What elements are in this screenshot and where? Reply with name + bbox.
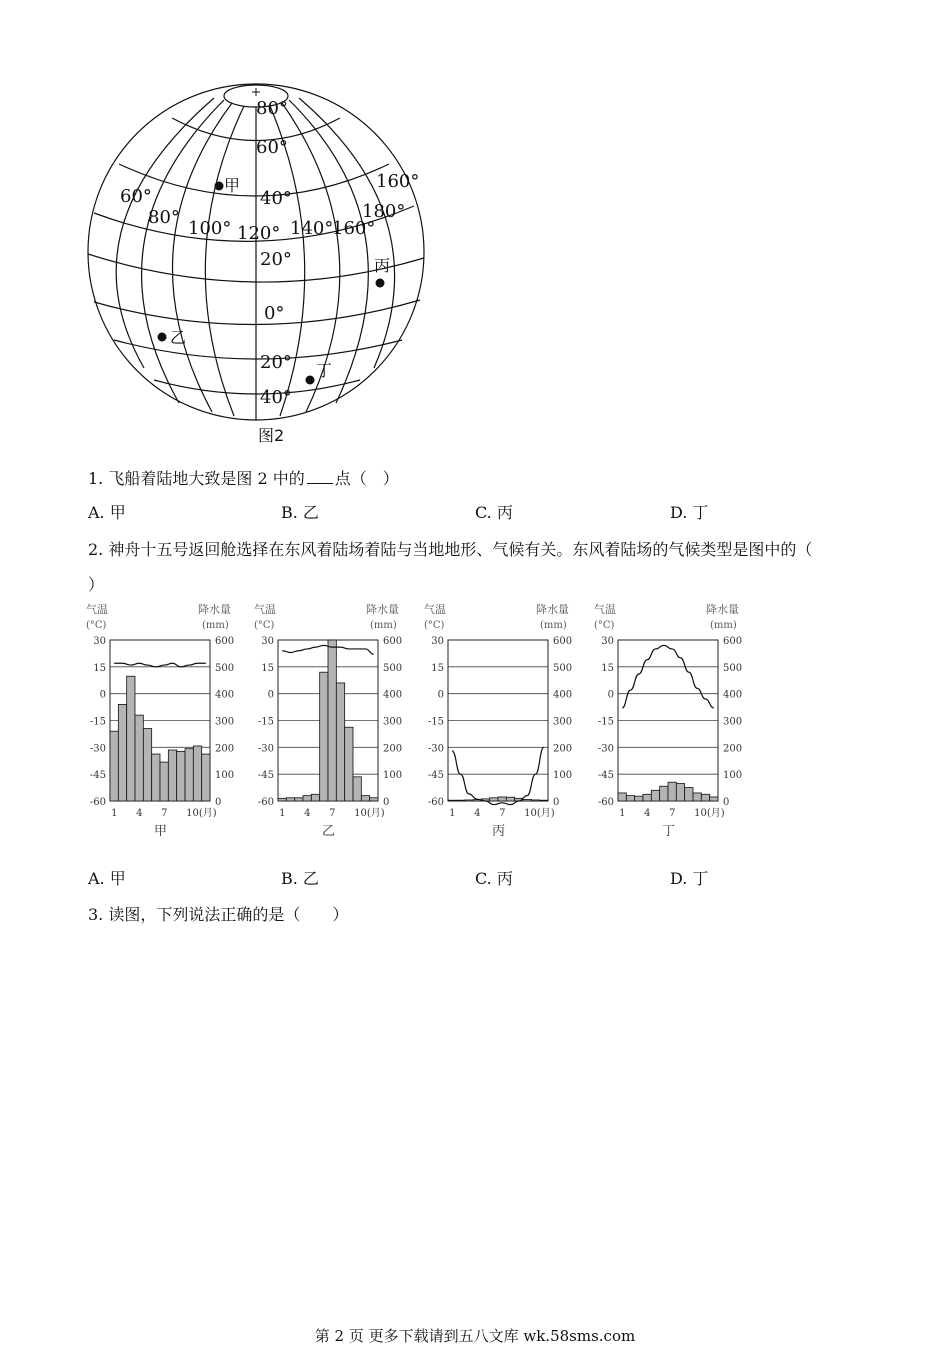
chart-1-left-tick: -60 xyxy=(257,797,274,808)
q1-option-c[interactable]: C. 丙 xyxy=(475,503,513,522)
q2-option-b[interactable]: B. 乙 xyxy=(281,869,319,888)
meridian-1 xyxy=(172,103,232,412)
chart-2-precip-bar xyxy=(456,800,464,801)
chart-1-name: 乙 xyxy=(322,824,336,839)
lat-label-0: 0° xyxy=(264,303,285,324)
chart-0-precip-bar xyxy=(193,746,201,801)
chart-3-x-tick: 4 xyxy=(644,808,651,819)
chart-2-precip-bar xyxy=(523,799,531,801)
chart-2-precip-bar xyxy=(490,798,498,801)
q1-option-a[interactable]: A. 甲 xyxy=(88,503,126,522)
chart-0-name: 甲 xyxy=(154,824,168,839)
chart-0-left-tick: 30 xyxy=(93,636,106,647)
chart-1-right-axis-unit: (mm) xyxy=(370,620,397,631)
chart-3-precip-bar xyxy=(676,784,684,801)
chart-1-x-tick: 7 xyxy=(329,808,336,819)
chart-0-precip-bar xyxy=(127,676,135,801)
lon-label-100: 100° xyxy=(188,218,232,239)
chart-0-left-tick: -45 xyxy=(89,770,106,782)
answer-blank xyxy=(307,469,333,484)
chart-3-precip-bar xyxy=(626,796,634,801)
chart-3-right-tick: 0 xyxy=(723,797,730,808)
point-jia xyxy=(215,182,224,191)
chart-0-precip-bar xyxy=(143,729,151,801)
chart-3-name: 丁 xyxy=(662,824,676,839)
chart-0-right-tick: 600 xyxy=(215,636,235,647)
meridian-2 xyxy=(205,106,244,416)
chart-1-left-axis-label: 气温 xyxy=(254,603,276,616)
chart-1-left-tick: 0 xyxy=(267,689,274,701)
chart-1-precip-bar xyxy=(370,798,378,801)
lon-label-160: 160° xyxy=(332,218,376,239)
chart-1-left-tick: -30 xyxy=(257,743,274,755)
chart-3-left-tick: -45 xyxy=(597,770,614,782)
chart-0-left-tick: -60 xyxy=(89,797,106,808)
chart-1-precip-bar xyxy=(295,798,303,801)
chart-0-precip-bar xyxy=(202,754,210,801)
chart-0-precip-bar xyxy=(160,762,168,801)
chart-2-right-axis-unit: (mm) xyxy=(540,620,567,631)
chart-2-x-tick: 4 xyxy=(474,808,481,819)
lat-label-20: 20° xyxy=(260,249,292,270)
chart-0-left-tick: -15 xyxy=(89,716,106,728)
chart-1-precip-bar xyxy=(286,798,294,801)
lon-label-120: 120° xyxy=(237,223,281,244)
question-1 xyxy=(88,466,399,489)
chart-0-precip-bar xyxy=(118,704,126,801)
chart-0-left-tick: -30 xyxy=(89,743,106,755)
chart-1-precip-bar xyxy=(278,798,286,801)
chart-2-right-tick: 400 xyxy=(553,689,573,701)
chart-2-name: 丙 xyxy=(492,824,506,839)
chart-2-temperature-line xyxy=(452,747,544,804)
q1-option-d[interactable]: D. 丁 xyxy=(670,503,709,522)
chart-2-right-axis-label: 降水量 xyxy=(536,603,569,616)
chart-2-precip-bar xyxy=(448,800,456,801)
figure2-caption: 图2 xyxy=(258,426,285,445)
chart-3-left-tick: 0 xyxy=(607,689,614,701)
chart-2-precip-bar xyxy=(465,800,473,801)
chart-3-precip-bar xyxy=(685,788,693,801)
chart-3-left-tick: 15 xyxy=(601,662,614,674)
chart-2-right-tick: 0 xyxy=(553,797,560,808)
chart-0-precip-bar xyxy=(152,754,160,801)
question-2-line2: ） xyxy=(88,575,105,594)
chart-0-precip-bar xyxy=(185,749,193,801)
chart-2-left-tick: -45 xyxy=(427,770,444,782)
chart-2-left-axis-label: 气温 xyxy=(424,603,446,616)
chart-3-right-tick: 600 xyxy=(723,636,743,647)
lat-label-s40: 40° xyxy=(260,387,292,408)
chart-3-x-tick: 10(月) xyxy=(694,808,725,819)
chart-0-right-tick: 300 xyxy=(215,716,235,728)
chart-3-temperature-line xyxy=(622,645,714,708)
q2-option-d[interactable]: D. 丁 xyxy=(670,869,709,888)
chart-0-right-tick: 0 xyxy=(215,797,222,808)
chart-1-precip-bar xyxy=(361,796,369,801)
chart-0-precip-bar xyxy=(168,750,176,801)
chart-2-precip-bar xyxy=(540,800,548,801)
lat-label-s20: 20° xyxy=(260,352,292,373)
chart-2-x-tick: 1 xyxy=(449,808,456,819)
chart-1-right-tick: 400 xyxy=(383,689,403,701)
chart-1-precip-bar xyxy=(328,640,336,801)
question-1-text: 1. 飞船着陆地大致是图 2 中的 xyxy=(88,469,305,488)
chart-1-precip-bar xyxy=(353,777,361,801)
chart-1-precip-bar xyxy=(336,683,344,801)
point-yi-label: 乙 xyxy=(170,328,187,347)
chart-2-right-tick: 300 xyxy=(553,716,573,728)
chart-3-left-axis-unit: (°C) xyxy=(594,620,615,631)
page-footer: 第 2 页 更多下载请到五八文库 wk.58sms.com xyxy=(314,1327,636,1345)
chart-2-left-tick: 0 xyxy=(437,689,444,701)
lat-label-60: 60° xyxy=(256,137,288,158)
chart-2-right-tick: 500 xyxy=(553,662,573,674)
chart-0-x-tick: 4 xyxy=(136,808,143,819)
chart-3-precip-bar xyxy=(710,797,718,801)
chart-0-left-tick: 0 xyxy=(99,689,106,701)
chart-2-right-tick: 200 xyxy=(553,743,573,755)
point-yi xyxy=(158,333,167,342)
chart-3-precip-bar xyxy=(618,793,626,801)
chart-0-right-tick: 500 xyxy=(215,662,235,674)
chart-2-left-axis-unit: (°C) xyxy=(424,620,445,631)
chart-0-left-axis-label: 气温 xyxy=(86,603,108,616)
chart-0-right-tick: 200 xyxy=(215,743,235,755)
chart-0-precip-bar xyxy=(177,751,185,801)
chart-1-x-tick: 4 xyxy=(304,808,311,819)
chart-3-x-tick: 7 xyxy=(669,808,676,819)
chart-2-right-tick: 600 xyxy=(553,636,573,647)
climate-charts xyxy=(84,600,764,845)
chart-2-x-tick: 7 xyxy=(499,808,506,819)
lon-label-180: 180° xyxy=(362,201,406,222)
chart-1-x-tick: 10(月) xyxy=(354,808,385,819)
chart-1-left-tick: -45 xyxy=(257,770,274,782)
chart-2-left-tick: -30 xyxy=(427,743,444,755)
q2-option-c[interactable]: C. 丙 xyxy=(475,869,513,888)
chart-1-right-tick: 300 xyxy=(383,716,403,728)
chart-0-x-tick: 10(月) xyxy=(186,808,217,819)
chart-2-precip-bar xyxy=(506,797,514,801)
chart-2-left-tick: 15 xyxy=(431,662,444,674)
chart-1-precip-bar xyxy=(345,727,353,801)
chart-3-precip-bar xyxy=(643,794,651,801)
chart-0-right-axis-unit: (mm) xyxy=(202,620,229,631)
chart-1-precip-bar xyxy=(320,672,328,801)
chart-3-precip-bar xyxy=(693,793,701,801)
chart-3-precip-bar xyxy=(651,790,659,801)
chart-0-precip-bar xyxy=(135,715,143,801)
chart-1-precip-bar xyxy=(303,796,311,801)
chart-1-left-tick: 30 xyxy=(261,636,274,647)
chart-3-left-tick: -15 xyxy=(597,716,614,728)
chart-3-left-tick: -30 xyxy=(597,743,614,755)
chart-3-precip-bar xyxy=(668,782,676,801)
chart-3-left-tick: -60 xyxy=(597,797,614,808)
chart-1-right-tick: 100 xyxy=(383,770,403,782)
chart-0-temperature-line xyxy=(114,663,206,667)
question-1-tail: 点（ ） xyxy=(334,469,399,488)
parallel-s40 xyxy=(154,380,360,394)
lat-label-40: 40° xyxy=(260,188,292,209)
chart-3-left-tick: 30 xyxy=(601,636,614,647)
point-ding xyxy=(306,376,315,385)
chart-0-x-tick: 7 xyxy=(161,808,168,819)
lon-label-140: 140° xyxy=(290,218,334,239)
chart-0-left-tick: 15 xyxy=(93,662,106,674)
point-jia-label: 甲 xyxy=(224,176,241,195)
chart-1-left-tick: 15 xyxy=(261,662,274,674)
chart-0-precip-bar xyxy=(110,731,118,801)
figure2-globe xyxy=(84,78,429,423)
question-2-line1: 2. 神舟十五号返回舱选择在东风着陆场着陆与当地地形、气候有关。东风着陆场的气候类型是图中的（ xyxy=(88,540,813,559)
chart-1-left-axis-unit: (°C) xyxy=(254,620,275,631)
chart-3-right-axis-label: 降水量 xyxy=(706,603,739,616)
lat-label-80: 80° xyxy=(256,98,288,119)
chart-1-right-axis-label: 降水量 xyxy=(366,603,399,616)
chart-1-right-tick: 500 xyxy=(383,662,403,674)
lon-label-60: 60° xyxy=(120,186,152,207)
chart-2-left-tick: -60 xyxy=(427,797,444,808)
chart-3-right-tick: 200 xyxy=(723,743,743,755)
chart-3-right-tick: 500 xyxy=(723,662,743,674)
parallel-0 xyxy=(94,300,420,325)
chart-2-left-tick: 30 xyxy=(431,636,444,647)
chart-1-right-tick: 200 xyxy=(383,743,403,755)
chart-0-x-tick: 1 xyxy=(111,808,118,819)
chart-2-precip-bar xyxy=(531,800,539,801)
chart-3-right-tick: 100 xyxy=(723,770,743,782)
chart-0-left-axis-unit: (°C) xyxy=(86,620,107,631)
chart-3-precip-bar xyxy=(660,786,668,801)
chart-2-x-tick: 10(月) xyxy=(524,808,555,819)
chart-1-right-tick: 0 xyxy=(383,797,390,808)
lon-label-80: 80° xyxy=(148,207,180,228)
point-bing xyxy=(376,279,385,288)
chart-1-x-tick: 1 xyxy=(279,808,286,819)
chart-3-right-axis-unit: (mm) xyxy=(710,620,737,631)
chart-2-left-tick: -15 xyxy=(427,716,444,728)
chart-2-precip-bar xyxy=(498,797,506,801)
point-ding-label: 丁 xyxy=(316,361,333,380)
chart-0-right-axis-label: 降水量 xyxy=(198,603,231,616)
chart-0-right-tick: 100 xyxy=(215,770,235,782)
chart-0-right-tick: 400 xyxy=(215,689,235,701)
question-3: 3. 读图，下列说法正确的是（ ） xyxy=(88,905,349,924)
chart-3-right-tick: 400 xyxy=(723,689,743,701)
chart-3-right-tick: 300 xyxy=(723,716,743,728)
q1-option-b[interactable]: B. 乙 xyxy=(281,503,319,522)
chart-1-left-tick: -15 xyxy=(257,716,274,728)
chart-2-right-tick: 100 xyxy=(553,770,573,782)
chart-3-x-tick: 1 xyxy=(619,808,626,819)
chart-3-precip-bar xyxy=(635,796,643,801)
q2-option-a[interactable]: A. 甲 xyxy=(88,869,126,888)
chart-1-right-tick: 600 xyxy=(383,636,403,647)
chart-3-precip-bar xyxy=(701,794,709,801)
chart-1-precip-bar xyxy=(311,794,319,801)
lon-label-160e: 160° xyxy=(376,171,420,192)
chart-3-left-axis-label: 气温 xyxy=(594,603,616,616)
point-bing-label: 丙 xyxy=(374,256,391,275)
